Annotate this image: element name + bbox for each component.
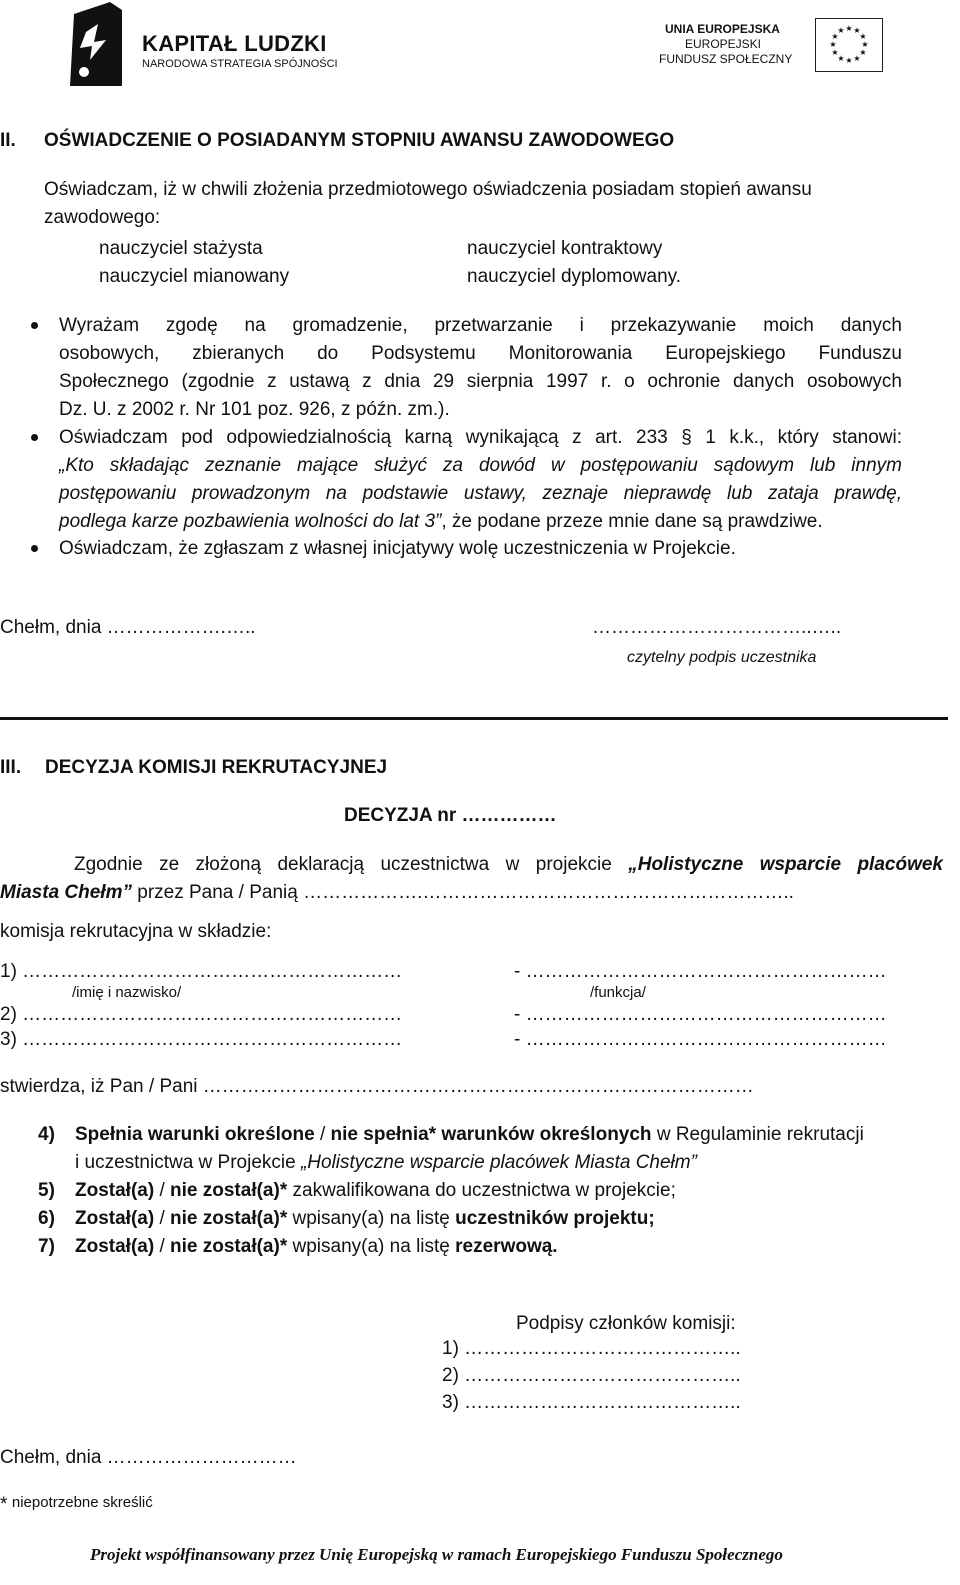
- kapital-ludzki-emblem-icon: [66, 2, 126, 86]
- consent-line-3: Społecznego (zgodnie z ustawą z dnia 29 sierpnia 1997 r. o ochronie danych osobowych: [59, 371, 902, 392]
- item-5-line: [75, 1179, 676, 1203]
- kl-title: KAPITAŁ LUDZKI: [142, 31, 327, 56]
- decision-number: DECYZJA nr ……………: [344, 805, 557, 826]
- svg-text:★: ★: [859, 48, 867, 57]
- member-2-function: - …………………………………………………: [514, 1004, 887, 1025]
- liability-line-1: Oświadczam pod odpowiedzialnością karną wynikającą z art. 233 § 1 k.k., który stanowi:: [59, 427, 902, 448]
- item-7-list: rezerwową.: [455, 1236, 558, 1257]
- place-date-committee: Chełm, dnia …………………………: [0, 1447, 297, 1468]
- liability-line-4: [59, 510, 823, 534]
- footnote-text: niepotrzebne skreślić: [11, 1494, 153, 1511]
- project-name: „Holistyczne wsparcie placówek: [628, 854, 943, 875]
- declaration-line-2: [0, 881, 794, 905]
- section-divider: [0, 717, 948, 720]
- bullet-1: [31, 322, 38, 329]
- eu-stars-icon: [816, 19, 882, 71]
- item-7-sep: /: [154, 1236, 171, 1257]
- option-mianowany: nauczyciel mianowany: [99, 266, 290, 287]
- option-dyplomowany: nauczyciel dyplomowany.: [467, 266, 682, 287]
- item-4-project: „Holistyczne wsparcie placówek Miasta Chełm”: [300, 1152, 697, 1173]
- member-3-function: - …………………………………………………: [514, 1029, 887, 1050]
- item-4-line-1: [75, 1123, 864, 1147]
- svg-text:★: ★: [853, 26, 861, 35]
- svg-text:★: ★: [845, 24, 853, 33]
- committee-signature-3: 3) ……………………………………..: [442, 1392, 741, 1413]
- place-date-participant: Chełm, dnia ……………….…..: [0, 617, 256, 638]
- item-4-regulation: w Regulaminie rekrutacji: [651, 1124, 864, 1145]
- committee-signature-2: 2) ……………………………………..: [442, 1365, 741, 1386]
- initiative-statement: Oświadczam, że zgłaszam z własnej inicjatywy wolę uczestniczenia w Projekcie.: [59, 538, 736, 559]
- item-5-text: zakwalifikowana do uczestnictwa w projekcie;: [287, 1180, 676, 1201]
- item-6-number: 6): [38, 1208, 55, 1229]
- eu-flag: [815, 18, 883, 72]
- project-name-cont: Miasta Chełm”: [0, 882, 132, 903]
- section-3-title: DECYZJA KOMISJI REKRUTACYJNEJ: [45, 757, 388, 778]
- footnote-star: *: [0, 1494, 8, 1515]
- item-6-yes: Został(a): [75, 1208, 155, 1229]
- svg-text:★: ★: [837, 26, 845, 35]
- item-4-line-2: [75, 1151, 697, 1175]
- bullet-2: [31, 434, 38, 441]
- item-6-line: [75, 1207, 655, 1231]
- item-4-not-meets: nie spełnia* warunków określonych: [330, 1124, 652, 1145]
- item-7-yes: Został(a): [75, 1236, 155, 1257]
- option-stazysta: nauczyciel stażysta: [99, 238, 263, 259]
- eu-line-1: UNIA EUROPEJSKA: [665, 22, 780, 36]
- svg-text:★: ★: [829, 40, 837, 49]
- footnote: [0, 1494, 153, 1516]
- bullet-3: [31, 545, 38, 552]
- declaration-line-1: [74, 853, 943, 877]
- kapital-ludzki-logo: [66, 2, 336, 86]
- eu-line-2: EUROPEJSKI: [685, 37, 762, 51]
- committee-signature-1: 1) ……………………………………..: [442, 1338, 741, 1359]
- svg-text:★: ★: [831, 48, 839, 57]
- item-7-line: [75, 1235, 558, 1259]
- item-6-list: uczestników projektu;: [455, 1208, 655, 1229]
- item-5-no: nie został(a)*: [170, 1180, 288, 1201]
- item-7-number: 7): [38, 1236, 55, 1257]
- item-5-sep: /: [154, 1180, 171, 1201]
- svg-text:★: ★: [831, 32, 839, 41]
- liability-line-3: postępowaniu prowadzonym na podstawie ustawy, zeznaje nieprawdę lub zataja prawdę,: [59, 483, 902, 504]
- eu-line-3: FUNDUSZ SPOŁECZNY: [659, 52, 793, 66]
- member-1-name: 1) ……………………………………………………: [0, 961, 403, 982]
- footer-cofinancing: Projekt współfinansowany przez Unię Europejską w ramach Europejskiego Funduszu Społecznego: [90, 1545, 783, 1564]
- svg-text:★: ★: [861, 40, 869, 49]
- committee-signatures-header: Podpisy członków komisji:: [516, 1313, 736, 1334]
- liability-line-2: „Kto składając zeznanie mające służyć za dowód w postępowaniu sądowym lub innym: [59, 455, 902, 476]
- item-4-sep: /: [314, 1124, 331, 1145]
- caption-name: /imię i nazwisko/: [72, 984, 182, 1001]
- section-2-title: OŚWIADCZENIE O POSIADANYM STOPNIU AWANSU ZAWODOWEGO: [44, 130, 675, 151]
- svg-text:★: ★: [853, 54, 861, 63]
- svg-text:★: ★: [859, 32, 867, 41]
- kl-subtitle: NARODOWA STRATEGIA SPÓJNOŚCI: [142, 58, 338, 70]
- item-6-text: wpisany(a) na listę: [287, 1208, 456, 1229]
- item-5-yes: Został(a): [75, 1180, 155, 1201]
- participant-signature-caption: czytelny podpis uczestnika: [627, 649, 817, 666]
- participant-signature-line: ……………………………..…..: [592, 617, 842, 638]
- option-kontraktowy: nauczyciel kontraktowy: [467, 238, 663, 259]
- declaration-person: przez Pana / Panią ……………….…………………………………………………..: [131, 882, 794, 903]
- consent-line-1: Wyrażam zgodę na gromadzenie, przetwarzanie i przekazywanie moich danych: [59, 315, 902, 336]
- section-3-number: III.: [0, 757, 22, 778]
- intro-line-2: zawodowego:: [44, 207, 161, 228]
- svg-text:★: ★: [837, 54, 845, 63]
- consent-line-4: Dz. U. z 2002 r. Nr 101 poz. 926, z późn. zm.).: [59, 399, 450, 420]
- member-2-name: 2) ……………………………………………………: [0, 1004, 403, 1025]
- item-5-number: 5): [38, 1180, 55, 1201]
- intro-line-1: Oświadczam, iż w chwili złożenia przedmiotowego oświadczenia posiadam stopień awansu: [44, 179, 812, 200]
- liability-tail: , że podane przeze mnie dane są prawdziwe.: [441, 511, 823, 532]
- item-7-no: nie został(a)*: [170, 1236, 288, 1257]
- caption-function: /funkcja/: [590, 984, 646, 1001]
- consent-line-2: osobowych, zbieranych do Podsystemu Monitorowania Europejskiego Funduszu: [59, 343, 902, 364]
- item-6-sep: /: [154, 1208, 171, 1229]
- member-1-function: - …………………………………………………: [514, 961, 887, 982]
- eu-logo: [655, 18, 885, 74]
- committee-label: komisja rekrutacyjna w składzie:: [0, 921, 272, 942]
- member-3-name: 3) ……………………………………………………: [0, 1029, 403, 1050]
- item-4-number: 4): [38, 1124, 55, 1145]
- item-4-meets: Spełnia warunki określone: [75, 1124, 315, 1145]
- declaration-text: Zgodnie ze złożoną deklaracją uczestnictwa w projekcie: [74, 854, 629, 875]
- section-2-number: II.: [0, 130, 16, 151]
- svg-text:★: ★: [845, 56, 853, 65]
- item-6-no: nie został(a)*: [170, 1208, 288, 1229]
- item-4-participation: i uczestnictwa w Projekcie: [75, 1152, 301, 1173]
- finds-line: stwierdza, iż Pan / Pani ……………………………………………………………………………: [0, 1076, 754, 1097]
- item-7-text: wpisany(a) na listę: [287, 1236, 456, 1257]
- liability-quote-end: podlega karze pozbawienia wolności do lat 3”: [59, 511, 442, 532]
